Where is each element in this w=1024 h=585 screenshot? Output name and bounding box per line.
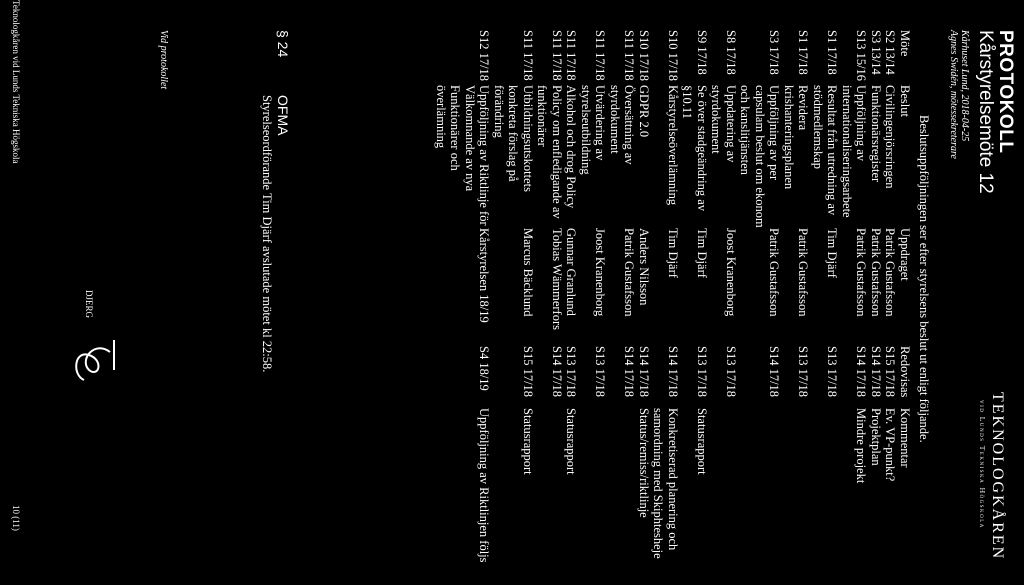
followup-intro: Beslutsuppföljningen ser efter styrelsens beslut ut enligt följande.	[917, 115, 931, 443]
meeting-cell: S1 17/18	[796, 30, 811, 75]
decision-followup-table	[434, 30, 913, 578]
table-row	[869, 30, 884, 578]
report-cell: S13 17/18	[796, 346, 811, 398]
meeting-place-date: Kårhuset Lund, 2018-04-25	[959, 30, 970, 142]
decision-cell: Se över stadgeändring av §10.11	[680, 85, 709, 212]
meeting-cell: S13 15/16	[854, 30, 869, 82]
table-row	[492, 30, 536, 578]
meeting-cell: S10 17/18	[637, 30, 651, 82]
comment-cell	[608, 408, 637, 578]
comment-cell: Ev. VP-punkt?	[883, 408, 898, 482]
assignee-cell: Tim Djärf	[825, 228, 840, 278]
signer-initials: DJERG	[84, 290, 94, 319]
meeting-cell: S11 17/18	[521, 30, 535, 81]
table-row	[651, 30, 680, 578]
table-row	[811, 30, 840, 578]
decision-cell: Översättning av styrdokument	[608, 85, 637, 165]
report-cell: S13 17/18	[564, 346, 579, 398]
comment-cell: Status/remiss/riktlinje	[637, 408, 651, 518]
meeting-cell: S11 17/18	[550, 30, 564, 81]
assignee-cell: Joost Kranenborg	[593, 228, 608, 317]
header-cell: Beslut	[898, 85, 912, 117]
meeting-cell: S10 17/18	[666, 30, 680, 82]
comment-cell: Konkretiserad planering och samordning med Skiphtesheje	[651, 408, 680, 559]
comment-cell	[782, 408, 811, 578]
meeting-cell: S8 17/18	[724, 30, 738, 75]
report-cell: S14 17/18	[637, 346, 651, 398]
header-cell: Uppdraget	[898, 228, 912, 281]
assignee-cell: Tobias Wämmerfors	[550, 228, 564, 330]
table-row	[680, 30, 709, 578]
meeting-secretary: Agnes Swidén, mötessekreterare	[948, 30, 959, 159]
header-cell: Möte	[898, 30, 912, 57]
section-title: OFMA	[275, 95, 291, 136]
assignee-cell: Patrik Gustafsson	[767, 228, 782, 317]
meeting-cell: S11 17/18	[622, 30, 637, 81]
assignee-cell: Patrik Gustafsson	[883, 228, 898, 317]
meeting-cell: S1 17/18	[825, 30, 840, 75]
comment-cell: Statusrapport	[564, 408, 579, 475]
header-cell: Redovisas	[898, 346, 912, 398]
table-row	[434, 30, 492, 578]
decision-cell: Uppföljning av per capsulam beslut om ekonom och kanslitjänsten	[738, 85, 782, 228]
meeting-meta	[948, 30, 970, 159]
section-body: Styrelseordförande Tim Djärf avslutade mötet kl 22:58.	[260, 95, 274, 373]
decision-cell: Resultat från utredning av stödmedlemskap	[811, 85, 840, 216]
meeting-cell: S2 13/14	[883, 30, 898, 75]
report-cell: S15 17/18	[521, 346, 535, 398]
table-row	[608, 30, 637, 578]
assignee-cell: Anders Nilsson	[637, 228, 651, 306]
meeting-cell: S3 17/18	[767, 30, 782, 75]
table-row	[637, 30, 652, 578]
decision-cell: Funktionärsregister	[869, 85, 883, 183]
footer-organisation: Teknologkåren vid Lunds Tekniska Högskola	[11, 0, 21, 164]
comment-cell	[709, 408, 738, 578]
meeting-cell: S9 17/18	[695, 30, 709, 75]
decision-cell: Kårstyrelseöverlämning	[666, 85, 680, 206]
report-cell: S14 17/18	[854, 346, 869, 398]
report-cell: S13 17/18	[593, 346, 608, 398]
assignee-cell: Tim Djärf	[666, 228, 680, 278]
signature-icon	[64, 330, 124, 390]
decision-cell: GDPR 2.0	[637, 85, 651, 138]
comment-cell	[535, 408, 564, 578]
decision-cell: Utvärdering av styrelseutbildning	[579, 85, 608, 175]
meeting-cell: S11 17/18	[593, 30, 608, 81]
assignee-cell: Patrik Gustafsson	[854, 228, 869, 317]
table-header-row	[898, 30, 913, 578]
table-row	[535, 30, 564, 578]
vid-protokollet-label: Vid protokollet	[158, 30, 169, 90]
decision-cell: Uppföljning av Riktlinje för Välkomnande av nya Funktionärer och överlämning	[434, 85, 492, 226]
comment-cell: Statusrapport	[695, 408, 709, 475]
decision-cell: Utbildningsutskottets konkreta förslag på förändring	[492, 85, 535, 192]
footer-page-number: 10 (11)	[11, 505, 21, 531]
decision-cell: Uppdatering av styrdokument	[709, 85, 738, 163]
comment-cell: Statusrapport	[521, 408, 535, 475]
assignee-cell: Gunnar Granlund	[564, 228, 579, 316]
document-subtitle: Kårstyrelsemöte 12	[975, 30, 996, 194]
assignee-cell: Marcus Bäcklund	[521, 228, 535, 317]
report-cell: S15 17/18	[883, 346, 898, 398]
org-logo-subline: vid Lunds Tekniska Högskola	[978, 400, 987, 529]
decision-cell: Uppföljning av internationaliseringsarbete	[840, 85, 869, 218]
comment-cell: Mindre projekt	[854, 408, 869, 484]
assignee-cell: Patrik Gustafsson	[622, 228, 637, 317]
report-cell: S13 17/18	[695, 346, 709, 398]
table-row	[883, 30, 898, 578]
table-row	[782, 30, 811, 578]
decision-cell: Revidera krishanteringsplanen	[782, 85, 811, 190]
report-cell: S13 17/18	[724, 346, 738, 398]
table-row	[709, 30, 738, 578]
assignee-cell: Patrik Gustafsson	[796, 228, 811, 317]
assignee-cell: Tim Djärf	[695, 228, 709, 278]
meeting-cell: S12 17/18	[477, 30, 492, 82]
decision-cell: Civilingenjörsringen	[883, 85, 898, 189]
meeting-cell: S11 17/18	[564, 30, 579, 81]
header-cell: Kommentar	[898, 408, 912, 468]
table-row	[564, 30, 579, 578]
assignee-cell: Patrik Gustafsson	[869, 228, 883, 317]
table-row	[738, 30, 782, 578]
report-cell: S14 17/18	[622, 346, 637, 398]
comment-cell: Projektplan	[869, 408, 883, 466]
table-body	[434, 30, 898, 578]
table-row	[840, 30, 869, 578]
comment-cell	[579, 408, 608, 578]
report-cell: S14 17/18	[767, 346, 782, 398]
assignee-cell: Joost Kranenborg	[724, 228, 738, 317]
assignee-cell: Kårstyrelsen 18/19	[477, 228, 492, 323]
report-cell: S14 17/18	[869, 346, 883, 398]
meeting-cell: S3 13/14	[869, 30, 883, 75]
table-row	[579, 30, 608, 578]
org-logo-name: TEKNOLOGKÅREN	[989, 392, 1006, 561]
section-number: § 24	[275, 30, 291, 58]
decision-cell: Policy om enfledigande av funktionärer	[535, 85, 564, 219]
report-cell: S14 17/18	[666, 346, 680, 398]
report-cell: S4 18/19	[477, 346, 492, 391]
report-cell: S13 17/18	[825, 346, 840, 398]
comment-cell: Uppföljning av Riktlinjen följs	[477, 408, 492, 563]
comment-cell	[811, 408, 840, 578]
decision-cell: Alkohol och drog Policy	[564, 85, 579, 209]
report-cell: S14 17/18	[550, 346, 564, 398]
document-title: PROTOKOLL	[995, 30, 1016, 154]
comment-cell	[738, 408, 782, 578]
